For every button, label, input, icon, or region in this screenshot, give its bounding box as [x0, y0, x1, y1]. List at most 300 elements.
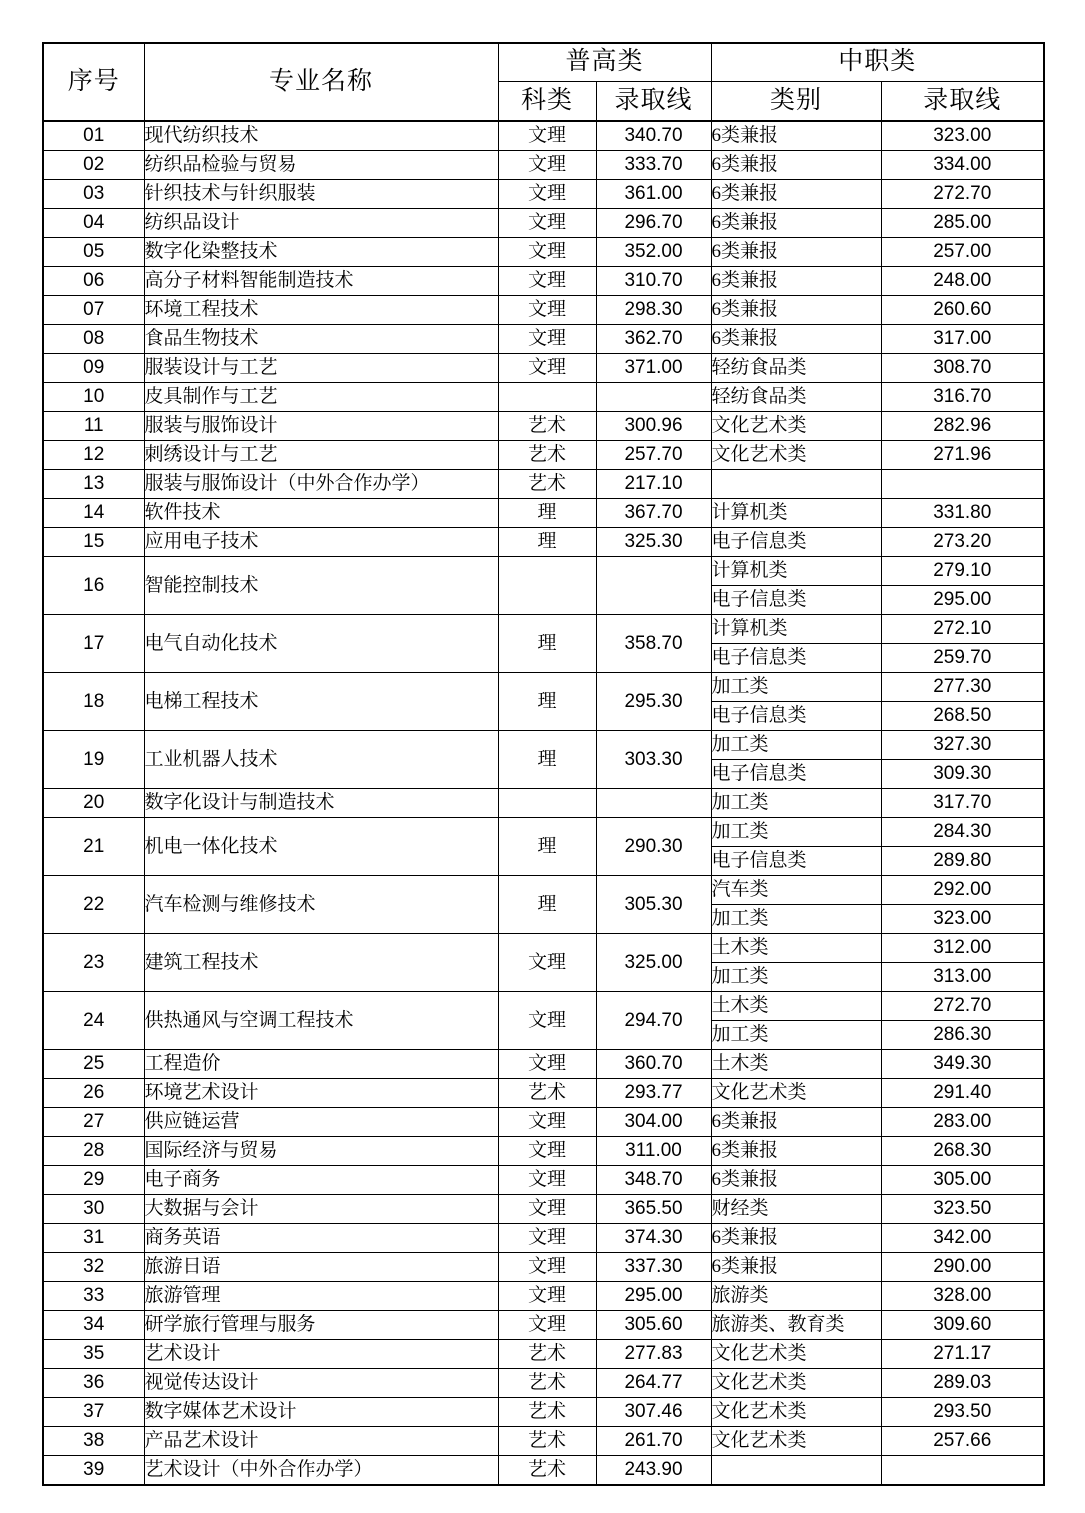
cell-admission-line-vocational: 279.10 [881, 557, 1044, 586]
cell-admission-line-vocational: 291.40 [881, 1079, 1044, 1108]
cell-category: 轻纺食品类 [711, 354, 881, 383]
cell-admission-line-vocational: 328.00 [881, 1282, 1044, 1311]
cell-subject-category: 理 [498, 876, 596, 934]
header-no: 序号 [43, 43, 144, 121]
cell-major-name: 电子商务 [144, 1166, 498, 1195]
cell-category: 电子信息类 [711, 586, 881, 615]
table-row [43, 441, 1044, 470]
cell-subject-category: 文理 [498, 354, 596, 383]
cell-category: 电子信息类 [711, 644, 881, 673]
header-admission-line-vocational: 录取线 [881, 82, 1044, 122]
table-row [43, 209, 1044, 238]
cell-subject-category: 艺术 [498, 470, 596, 499]
cell-admission-line-vocational: 327.30 [881, 731, 1044, 760]
cell-no: 34 [43, 1311, 144, 1340]
header-subject-category: 科类 [498, 82, 596, 122]
cell-subject-category: 文理 [498, 151, 596, 180]
cell-subject-category: 文理 [498, 1195, 596, 1224]
cell-category: 加工类 [711, 818, 881, 847]
cell-category: 旅游类、教育类 [711, 1311, 881, 1340]
cell-admission-line-vocational: 323.50 [881, 1195, 1044, 1224]
cell-admission-line-vocational: 290.00 [881, 1253, 1044, 1282]
cell-category: 轻纺食品类 [711, 383, 881, 412]
cell-subject-category: 文理 [498, 267, 596, 296]
cell-admission-line-general [596, 789, 711, 818]
cell-major-name: 国际经济与贸易 [144, 1137, 498, 1166]
cell-admission-line-general: 217.10 [596, 470, 711, 499]
cell-no: 11 [43, 412, 144, 441]
cell-subject-category: 理 [498, 615, 596, 673]
cell-admission-line-vocational: 292.00 [881, 876, 1044, 905]
cell-no: 26 [43, 1079, 144, 1108]
cell-category: 加工类 [711, 905, 881, 934]
header-major: 专业名称 [144, 43, 498, 121]
cell-subject-category [498, 557, 596, 615]
cell-category: 文化艺术类 [711, 1398, 881, 1427]
cell-major-name: 产品艺术设计 [144, 1427, 498, 1456]
cell-major-name: 机电一体化技术 [144, 818, 498, 876]
cell-no: 09 [43, 354, 144, 383]
cell-major-name: 数字化染整技术 [144, 238, 498, 267]
cell-subject-category: 理 [498, 673, 596, 731]
cell-admission-line-vocational: 282.96 [881, 412, 1044, 441]
table-row [43, 1195, 1044, 1224]
admission-score-table [42, 42, 1045, 1486]
cell-admission-line-vocational: 257.66 [881, 1427, 1044, 1456]
cell-category: 计算机类 [711, 557, 881, 586]
cell-subject-category [498, 383, 596, 412]
table-row [43, 121, 1044, 151]
cell-no: 14 [43, 499, 144, 528]
cell-category: 文化艺术类 [711, 1340, 881, 1369]
cell-no: 22 [43, 876, 144, 934]
cell-category: 电子信息类 [711, 760, 881, 789]
table-row [43, 1282, 1044, 1311]
cell-subject-category: 艺术 [498, 441, 596, 470]
cell-no: 25 [43, 1050, 144, 1079]
cell-major-name: 现代纺织技术 [144, 121, 498, 151]
cell-category: 电子信息类 [711, 847, 881, 876]
cell-no: 04 [43, 209, 144, 238]
cell-category: 电子信息类 [711, 702, 881, 731]
cell-category: 文化艺术类 [711, 412, 881, 441]
cell-category: 土木类 [711, 934, 881, 963]
table-row [43, 1311, 1044, 1340]
cell-admission-line-general: 305.60 [596, 1311, 711, 1340]
table-row [43, 325, 1044, 354]
cell-subject-category: 艺术 [498, 1369, 596, 1398]
table-row [43, 1427, 1044, 1456]
cell-subject-category [498, 789, 596, 818]
cell-admission-line-vocational: 308.70 [881, 354, 1044, 383]
cell-major-name: 针织技术与针织服装 [144, 180, 498, 209]
cell-category: 6类兼报 [711, 1253, 881, 1282]
table-row [43, 528, 1044, 557]
cell-admission-line-general: 365.50 [596, 1195, 711, 1224]
cell-major-name: 旅游日语 [144, 1253, 498, 1282]
cell-admission-line-vocational: 317.70 [881, 789, 1044, 818]
cell-admission-line-general: 352.00 [596, 238, 711, 267]
table-row [43, 876, 1044, 905]
table-row [43, 267, 1044, 296]
table-row [43, 1398, 1044, 1427]
table-row [43, 673, 1044, 702]
table-row [43, 789, 1044, 818]
cell-no: 05 [43, 238, 144, 267]
cell-no: 06 [43, 267, 144, 296]
cell-no: 03 [43, 180, 144, 209]
cell-major-name: 软件技术 [144, 499, 498, 528]
cell-admission-line-vocational: 285.00 [881, 209, 1044, 238]
cell-category: 6类兼报 [711, 1108, 881, 1137]
cell-category [711, 1456, 881, 1486]
cell-category: 汽车类 [711, 876, 881, 905]
cell-no: 31 [43, 1224, 144, 1253]
cell-admission-line-general: 333.70 [596, 151, 711, 180]
cell-subject-category: 理 [498, 499, 596, 528]
cell-major-name: 应用电子技术 [144, 528, 498, 557]
table-row [43, 934, 1044, 963]
table-row [43, 992, 1044, 1021]
cell-no: 36 [43, 1369, 144, 1398]
cell-admission-line-general: 257.70 [596, 441, 711, 470]
cell-category: 旅游类 [711, 1282, 881, 1311]
cell-admission-line-vocational: 283.00 [881, 1108, 1044, 1137]
cell-admission-line-general: 261.70 [596, 1427, 711, 1456]
cell-admission-line-vocational: 334.00 [881, 151, 1044, 180]
cell-admission-line-general: 348.70 [596, 1166, 711, 1195]
cell-admission-line-general: 243.90 [596, 1456, 711, 1486]
cell-subject-category: 文理 [498, 121, 596, 151]
cell-admission-line-vocational: 323.00 [881, 121, 1044, 151]
cell-major-name: 工业机器人技术 [144, 731, 498, 789]
cell-major-name: 视觉传达设计 [144, 1369, 498, 1398]
cell-category: 文化艺术类 [711, 441, 881, 470]
cell-no: 18 [43, 673, 144, 731]
cell-major-name: 汽车检测与维修技术 [144, 876, 498, 934]
cell-subject-category: 文理 [498, 1282, 596, 1311]
cell-admission-line-vocational: 349.30 [881, 1050, 1044, 1079]
cell-no: 13 [43, 470, 144, 499]
cell-admission-line-vocational: 309.30 [881, 760, 1044, 789]
table-header [43, 43, 1044, 121]
cell-subject-category: 文理 [498, 1050, 596, 1079]
cell-category: 6类兼报 [711, 267, 881, 296]
cell-admission-line-general: 290.30 [596, 818, 711, 876]
cell-admission-line-general: 295.00 [596, 1282, 711, 1311]
cell-admission-line-vocational [881, 470, 1044, 499]
cell-subject-category: 文理 [498, 1311, 596, 1340]
cell-subject-category: 艺术 [498, 412, 596, 441]
cell-admission-line-general: 360.70 [596, 1050, 711, 1079]
cell-admission-line-general: 294.70 [596, 992, 711, 1050]
cell-subject-category: 文理 [498, 992, 596, 1050]
cell-major-name: 智能控制技术 [144, 557, 498, 615]
table-row [43, 151, 1044, 180]
cell-major-name: 电气自动化技术 [144, 615, 498, 673]
table-row [43, 615, 1044, 644]
cell-admission-line-general: 307.46 [596, 1398, 711, 1427]
cell-category: 加工类 [711, 731, 881, 760]
cell-admission-line-general: 374.30 [596, 1224, 711, 1253]
table-row [43, 412, 1044, 441]
cell-no: 21 [43, 818, 144, 876]
cell-category: 6类兼报 [711, 180, 881, 209]
cell-admission-line-vocational: 273.20 [881, 528, 1044, 557]
cell-category: 财经类 [711, 1195, 881, 1224]
cell-major-name: 皮具制作与工艺 [144, 383, 498, 412]
cell-category: 6类兼报 [711, 209, 881, 238]
cell-major-name: 艺术设计 [144, 1340, 498, 1369]
cell-admission-line-vocational: 272.70 [881, 180, 1044, 209]
cell-admission-line-vocational: 317.00 [881, 325, 1044, 354]
cell-admission-line-vocational: 312.00 [881, 934, 1044, 963]
cell-subject-category: 文理 [498, 934, 596, 992]
cell-admission-line-vocational: 331.80 [881, 499, 1044, 528]
cell-major-name: 艺术设计（中外合作办学） [144, 1456, 498, 1486]
table-row [43, 731, 1044, 760]
table-row [43, 1108, 1044, 1137]
cell-category: 6类兼报 [711, 1166, 881, 1195]
cell-major-name: 纺织品设计 [144, 209, 498, 238]
cell-category: 6类兼报 [711, 151, 881, 180]
table-row [43, 238, 1044, 267]
cell-category: 6类兼报 [711, 1137, 881, 1166]
cell-admission-line-general: 298.30 [596, 296, 711, 325]
table-row [43, 818, 1044, 847]
cell-admission-line-vocational: 272.10 [881, 615, 1044, 644]
cell-subject-category: 文理 [498, 1224, 596, 1253]
cell-no: 01 [43, 121, 144, 151]
cell-subject-category: 文理 [498, 1166, 596, 1195]
cell-category: 计算机类 [711, 499, 881, 528]
cell-major-name: 食品生物技术 [144, 325, 498, 354]
table-row [43, 354, 1044, 383]
cell-no: 16 [43, 557, 144, 615]
cell-major-name: 高分子材料智能制造技术 [144, 267, 498, 296]
cell-subject-category: 理 [498, 818, 596, 876]
cell-admission-line-vocational: 259.70 [881, 644, 1044, 673]
cell-major-name: 环境艺术设计 [144, 1079, 498, 1108]
table-row [43, 499, 1044, 528]
cell-admission-line-vocational: 289.03 [881, 1369, 1044, 1398]
table-row [43, 1253, 1044, 1282]
cell-category: 加工类 [711, 673, 881, 702]
table-row [43, 1224, 1044, 1253]
cell-subject-category: 文理 [498, 296, 596, 325]
table-row [43, 1137, 1044, 1166]
cell-no: 32 [43, 1253, 144, 1282]
cell-category: 计算机类 [711, 615, 881, 644]
cell-admission-line-general: 264.77 [596, 1369, 711, 1398]
cell-admission-line-general: 337.30 [596, 1253, 711, 1282]
cell-major-name: 服装与服饰设计 [144, 412, 498, 441]
header-row-top [43, 43, 1044, 82]
cell-category: 土木类 [711, 992, 881, 1021]
table-row [43, 470, 1044, 499]
table-row [43, 1456, 1044, 1486]
cell-admission-line-general [596, 557, 711, 615]
cell-category: 文化艺术类 [711, 1369, 881, 1398]
cell-subject-category: 艺术 [498, 1398, 596, 1427]
table-row [43, 180, 1044, 209]
cell-admission-line-general: 300.96 [596, 412, 711, 441]
cell-category: 土木类 [711, 1050, 881, 1079]
cell-no: 10 [43, 383, 144, 412]
cell-no: 37 [43, 1398, 144, 1427]
cell-admission-line-vocational: 272.70 [881, 992, 1044, 1021]
cell-category: 文化艺术类 [711, 1427, 881, 1456]
cell-admission-line-vocational: 309.60 [881, 1311, 1044, 1340]
cell-subject-category: 文理 [498, 180, 596, 209]
cell-admission-line-vocational: 323.00 [881, 905, 1044, 934]
cell-admission-line-general: 361.00 [596, 180, 711, 209]
cell-admission-line-general: 295.30 [596, 673, 711, 731]
table-row [43, 383, 1044, 412]
cell-admission-line-vocational: 284.30 [881, 818, 1044, 847]
cell-no: 23 [43, 934, 144, 992]
cell-no: 38 [43, 1427, 144, 1456]
table-row [43, 296, 1044, 325]
cell-category: 6类兼报 [711, 325, 881, 354]
cell-major-name: 服装与服饰设计（中外合作办学） [144, 470, 498, 499]
cell-category [711, 470, 881, 499]
cell-major-name: 大数据与会计 [144, 1195, 498, 1224]
header-group-vocational: 中职类 [711, 43, 1044, 82]
table-row [43, 557, 1044, 586]
cell-admission-line-vocational: 286.30 [881, 1021, 1044, 1050]
cell-admission-line-general: 277.83 [596, 1340, 711, 1369]
cell-major-name: 商务英语 [144, 1224, 498, 1253]
cell-no: 15 [43, 528, 144, 557]
cell-admission-line-general: 310.70 [596, 267, 711, 296]
cell-subject-category: 文理 [498, 1253, 596, 1282]
cell-no: 19 [43, 731, 144, 789]
cell-major-name: 工程造价 [144, 1050, 498, 1079]
score-table-sheet [42, 42, 1043, 1486]
cell-admission-line-vocational: 248.00 [881, 267, 1044, 296]
cell-admission-line-vocational: 289.80 [881, 847, 1044, 876]
cell-category: 6类兼报 [711, 296, 881, 325]
cell-admission-line-vocational: 260.60 [881, 296, 1044, 325]
cell-no: 24 [43, 992, 144, 1050]
cell-no: 07 [43, 296, 144, 325]
cell-admission-line-general: 358.70 [596, 615, 711, 673]
cell-major-name: 数字化设计与制造技术 [144, 789, 498, 818]
cell-admission-line-vocational: 271.96 [881, 441, 1044, 470]
cell-no: 27 [43, 1108, 144, 1137]
cell-no: 39 [43, 1456, 144, 1486]
cell-no: 30 [43, 1195, 144, 1224]
cell-major-name: 供应链运营 [144, 1108, 498, 1137]
cell-admission-line-general: 311.00 [596, 1137, 711, 1166]
cell-category: 文化艺术类 [711, 1079, 881, 1108]
cell-admission-line-vocational: 268.50 [881, 702, 1044, 731]
cell-major-name: 电梯工程技术 [144, 673, 498, 731]
cell-admission-line-general: 371.00 [596, 354, 711, 383]
cell-subject-category: 艺术 [498, 1456, 596, 1486]
cell-admission-line-vocational: 277.30 [881, 673, 1044, 702]
cell-major-name: 建筑工程技术 [144, 934, 498, 992]
cell-no: 20 [43, 789, 144, 818]
cell-admission-line-vocational: 271.17 [881, 1340, 1044, 1369]
cell-no: 12 [43, 441, 144, 470]
cell-subject-category: 艺术 [498, 1340, 596, 1369]
cell-major-name: 环境工程技术 [144, 296, 498, 325]
cell-major-name: 刺绣设计与工艺 [144, 441, 498, 470]
cell-major-name: 旅游管理 [144, 1282, 498, 1311]
cell-subject-category: 文理 [498, 325, 596, 354]
cell-admission-line-general: 293.77 [596, 1079, 711, 1108]
cell-no: 08 [43, 325, 144, 354]
cell-admission-line-vocational: 342.00 [881, 1224, 1044, 1253]
cell-subject-category: 文理 [498, 238, 596, 267]
header-admission-line-general: 录取线 [596, 82, 711, 122]
cell-admission-line-vocational: 293.50 [881, 1398, 1044, 1427]
cell-category: 电子信息类 [711, 528, 881, 557]
table-body [43, 121, 1044, 1485]
cell-major-name: 供热通风与空调工程技术 [144, 992, 498, 1050]
cell-admission-line-general: 340.70 [596, 121, 711, 151]
cell-subject-category: 艺术 [498, 1427, 596, 1456]
table-row [43, 1166, 1044, 1195]
cell-subject-category: 艺术 [498, 1079, 596, 1108]
cell-no: 17 [43, 615, 144, 673]
header-category: 类别 [711, 82, 881, 122]
cell-admission-line-general: 305.30 [596, 876, 711, 934]
cell-category: 6类兼报 [711, 1224, 881, 1253]
cell-admission-line-general: 304.00 [596, 1108, 711, 1137]
cell-major-name: 服装设计与工艺 [144, 354, 498, 383]
table-row [43, 1369, 1044, 1398]
cell-admission-line-general: 325.00 [596, 934, 711, 992]
table-row [43, 1079, 1044, 1108]
cell-no: 33 [43, 1282, 144, 1311]
cell-admission-line-general: 296.70 [596, 209, 711, 238]
cell-admission-line-vocational: 316.70 [881, 383, 1044, 412]
cell-no: 29 [43, 1166, 144, 1195]
cell-no: 35 [43, 1340, 144, 1369]
cell-admission-line-vocational: 257.00 [881, 238, 1044, 267]
cell-admission-line-general [596, 383, 711, 412]
cell-subject-category: 文理 [498, 209, 596, 238]
cell-category: 6类兼报 [711, 238, 881, 267]
cell-category: 加工类 [711, 1021, 881, 1050]
cell-admission-line-vocational: 313.00 [881, 963, 1044, 992]
cell-category: 加工类 [711, 789, 881, 818]
cell-subject-category: 理 [498, 731, 596, 789]
cell-admission-line-vocational: 268.30 [881, 1137, 1044, 1166]
cell-subject-category: 理 [498, 528, 596, 557]
cell-category: 6类兼报 [711, 121, 881, 151]
cell-major-name: 研学旅行管理与服务 [144, 1311, 498, 1340]
cell-no: 28 [43, 1137, 144, 1166]
header-group-general: 普高类 [498, 43, 711, 82]
cell-admission-line-vocational: 295.00 [881, 586, 1044, 615]
cell-admission-line-general: 367.70 [596, 499, 711, 528]
cell-subject-category: 文理 [498, 1108, 596, 1137]
cell-admission-line-general: 362.70 [596, 325, 711, 354]
cell-subject-category: 文理 [498, 1137, 596, 1166]
cell-admission-line-general: 325.30 [596, 528, 711, 557]
cell-major-name: 纺织品检验与贸易 [144, 151, 498, 180]
cell-major-name: 数字媒体艺术设计 [144, 1398, 498, 1427]
table-row [43, 1340, 1044, 1369]
table-row [43, 1050, 1044, 1079]
cell-category: 加工类 [711, 963, 881, 992]
cell-admission-line-vocational [881, 1456, 1044, 1486]
cell-no: 02 [43, 151, 144, 180]
